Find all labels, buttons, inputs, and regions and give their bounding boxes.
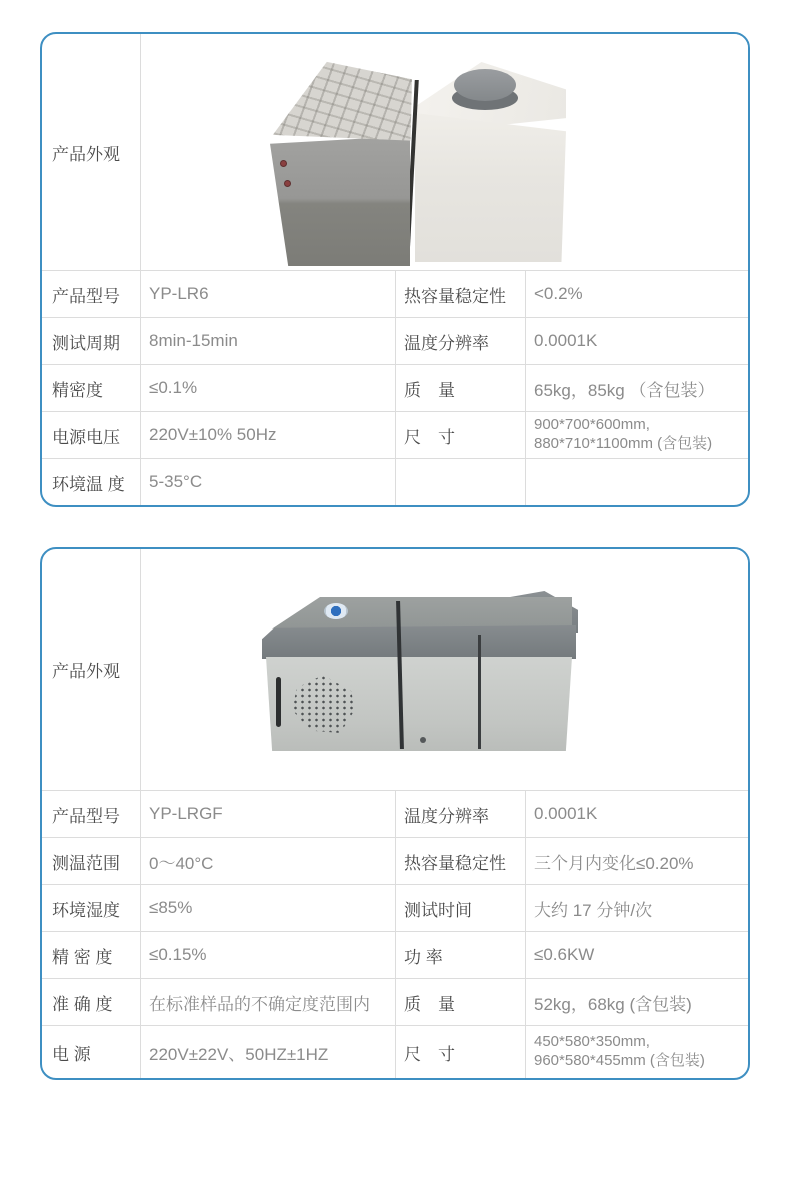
spec-label: 质 量 (395, 979, 525, 1025)
spec-value: YP-LRGF (140, 791, 395, 837)
spec-row (42, 884, 748, 931)
spec-value-line: 900*700*600mm, (534, 416, 650, 434)
spec-row (42, 837, 748, 884)
spec-value: 8min-15min (140, 318, 395, 364)
spec-value: 0.0001K (525, 791, 748, 837)
spec-row (42, 458, 748, 505)
spec-label: 精密度 (52, 380, 103, 400)
machine-screw (420, 737, 426, 743)
spec-label: 功 率 (395, 932, 525, 978)
appearance-label: 产品外观 (52, 662, 120, 681)
product-photo-cell (140, 34, 748, 270)
spec-label (395, 459, 525, 505)
spec-value: YP-LR6 (140, 271, 395, 317)
spec-value-line: 450*580*350mm, (534, 1033, 650, 1051)
spec-label: 测试周期 (52, 333, 120, 353)
spec-value: ≤0.6KW (525, 932, 748, 978)
photo-row (42, 34, 748, 270)
spec-label: 温度分辨率 (395, 791, 525, 837)
spec-row (42, 931, 748, 978)
spec-label: 精 密 度 (52, 947, 113, 967)
spec-label: 测试时间 (395, 885, 525, 931)
spec-label: 测温范围 (52, 853, 120, 873)
product-photo-yp-lr6 (268, 54, 566, 268)
spec-table-yp-lrgf (40, 547, 750, 1080)
spec-label: 温度分辨率 (395, 318, 525, 364)
spec-label: 产品型号 (52, 806, 120, 826)
spec-row (42, 1025, 748, 1078)
spec-value: 220V±22V、50HZ±1HZ (140, 1026, 395, 1078)
spec-row (42, 790, 748, 837)
spec-label: 电源电压 (52, 427, 120, 447)
spec-value: 220V±10% 50Hz (140, 412, 395, 458)
spec-row (42, 978, 748, 1025)
spec-row (42, 270, 748, 317)
spec-table-yp-lr6 (40, 32, 750, 507)
spec-value: 大约 17 分钟/次 (525, 885, 748, 931)
brand-logo-badge (324, 603, 348, 619)
spec-value: 5-35°C (140, 459, 395, 505)
spec-row (42, 364, 748, 411)
spec-label: 尺 寸 (395, 1026, 525, 1078)
machine-top-band (262, 625, 576, 659)
spec-value: 0.0001K (525, 318, 748, 364)
product-photo-yp-lrgf (262, 591, 586, 753)
spec-value: ≤0.1% (140, 365, 395, 411)
spec-value: 52kg，68kg (含包装) (525, 979, 748, 1025)
spec-value-line: 960*580*455mm (含包装) (534, 1052, 705, 1069)
spec-label: 尺 寸 (395, 412, 525, 458)
spec-value: 在标准样品的不确定度范围内 (140, 979, 395, 1025)
appearance-label: 产品外观 (52, 144, 120, 164)
spec-value: 三个月内变化≤0.20% (525, 838, 748, 884)
spec-value-line: 880*710*1100mm (含包装) (534, 435, 713, 452)
spec-label: 产品型号 (52, 286, 120, 306)
spec-value: 65kg，85kg （含包装） (525, 365, 748, 411)
machine-module-seam (478, 635, 481, 749)
spec-label: 环境湿度 (52, 900, 120, 920)
spec-value: 0～40°C (140, 838, 395, 884)
spec-label: 环境温 度 (52, 474, 125, 494)
machine-cap (454, 69, 516, 101)
machine-right-front-panel (415, 110, 566, 262)
spec-label: 电 源 (52, 1044, 91, 1064)
spec-value (525, 459, 748, 505)
spec-label: 热容量稳定性 (395, 838, 525, 884)
product-photo-cell (140, 549, 748, 790)
spec-label: 质 量 (395, 365, 525, 411)
spec-value: ≤0.15% (140, 932, 395, 978)
indicator-led (284, 180, 291, 187)
photo-row (42, 549, 748, 790)
machine-left-front-panel (270, 136, 410, 266)
machine-side-slot (276, 677, 281, 727)
spec-value: <0.2% (525, 271, 748, 317)
spec-label: 准 确 度 (52, 994, 113, 1014)
spec-value (525, 412, 748, 458)
spec-label: 热容量稳定性 (395, 271, 525, 317)
spec-value: ≤85% (140, 885, 395, 931)
spec-value (525, 1026, 748, 1078)
indicator-led (280, 160, 287, 167)
spec-row (42, 317, 748, 364)
spec-row (42, 411, 748, 458)
